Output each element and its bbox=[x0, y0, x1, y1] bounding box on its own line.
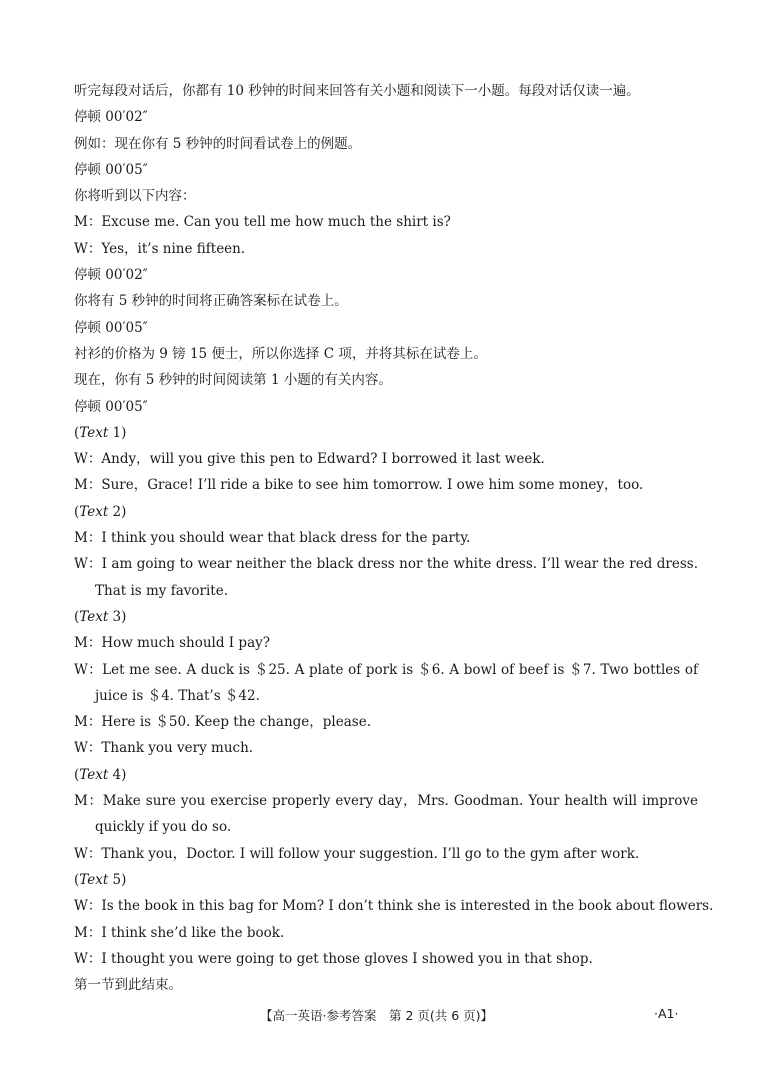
text-line: W：Is the book in this bag for Mom? I don’t think she is interested in the book about flowers. bbox=[74, 898, 714, 915]
text-line: W：I thought you were going to get those gloves I showed you in that shop. bbox=[74, 950, 593, 967]
section-label-number: 4 bbox=[108, 766, 122, 783]
text-line: 停顿 00′05″ bbox=[74, 398, 148, 415]
section-label-word: Text bbox=[79, 608, 109, 625]
text-line: 你将有 5 秒钟的时间将正确答案标在试卷上。 bbox=[74, 293, 348, 310]
paren-open: ( bbox=[74, 766, 80, 783]
text-line: M：How much should I pay? bbox=[74, 635, 270, 652]
section-label-word: Text bbox=[79, 424, 109, 441]
text-line: 停顿 00′05″ bbox=[74, 161, 148, 178]
section-label bbox=[74, 867, 698, 893]
paren-open: ( bbox=[74, 871, 80, 888]
paren-close: ) bbox=[121, 871, 127, 888]
text-line: 停顿 00′02″ bbox=[74, 109, 148, 126]
text-line: M：I think you should wear that black dress for the party. bbox=[74, 530, 471, 547]
text-line: M：Excuse me. Can you tell me how much the shirt is? bbox=[74, 214, 451, 231]
section-label-number: 1 bbox=[108, 424, 122, 441]
text-line: W：Andy，will you give this pen to Edward? I borrowed it last week. bbox=[74, 451, 545, 468]
section-label-number: 3 bbox=[108, 608, 122, 625]
section-label-word: Text bbox=[79, 871, 109, 888]
text-line: 停顿 00′05″ bbox=[74, 319, 148, 336]
text-line: M：I think she’d like the book. bbox=[74, 924, 285, 941]
text-line: 你将听到以下内容： bbox=[74, 188, 196, 205]
section-label bbox=[74, 604, 698, 630]
text-line: M：Make sure you exercise properly every day，Mrs. Goodman. Your health will improve quickly if you do so. bbox=[74, 793, 698, 836]
text-line: 第一节到此结束。 bbox=[74, 977, 182, 994]
footer-edition-code: ·A1· bbox=[654, 1006, 679, 1021]
section-label bbox=[74, 420, 698, 446]
paren-open: ( bbox=[74, 503, 80, 520]
text-line: 例如：现在你有 5 秒钟的时间看试卷上的例题。 bbox=[74, 135, 362, 152]
section-label-word: Text bbox=[79, 503, 109, 520]
paren-open: ( bbox=[74, 424, 80, 441]
text-line: W：I am going to wear neither the black dress nor the white dress. I’ll wear the red dress. That is my favorite. bbox=[74, 556, 698, 599]
text-line: 现在，你有 5 秒钟的时间阅读第 1 小题的有关内容。 bbox=[74, 372, 392, 389]
paren-close: ) bbox=[121, 608, 127, 625]
section-label-number: 5 bbox=[108, 871, 122, 888]
text-line: M：Here is ＄50. Keep the change，please. bbox=[74, 714, 371, 731]
text-line: W：Thank you，Doctor. I will follow your suggestion. I’ll go to the gym after work. bbox=[74, 845, 640, 862]
text-line: M：Sure，Grace! I’ll ride a bike to see him tomorrow. I owe him some money，too. bbox=[74, 477, 644, 494]
section-label bbox=[74, 499, 698, 525]
text-line: 听完每段对话后，你都有 10 秒钟的时间来回答有关小题和阅读下一小题。每段对话仅读一遍。 bbox=[74, 83, 640, 99]
paren-open: ( bbox=[74, 608, 80, 625]
text-line: W：Let me see. A duck is ＄25. A plate of pork is ＄6. A bowl of beef is ＄7. Two bottles of juice is ＄4. That’s ＄42. bbox=[74, 661, 698, 704]
document-body bbox=[74, 78, 714, 998]
text-line: 衬衫的价格为 9 镑 15 便士，所以你选择 C 项，并将其标在试卷上。 bbox=[74, 345, 487, 362]
text-line: 停顿 00′02″ bbox=[74, 267, 148, 284]
text-line: W：Thank you very much. bbox=[74, 740, 254, 757]
footer-page-info: 【高一英语·参考答案 第 2 页(共 6 页)】 bbox=[260, 1008, 494, 1023]
section-label-number: 2 bbox=[108, 503, 122, 520]
paren-close: ) bbox=[121, 503, 127, 520]
section-label bbox=[74, 762, 698, 788]
section-label-word: Text bbox=[79, 766, 109, 783]
paren-close: ) bbox=[121, 424, 127, 441]
paren-close: ) bbox=[121, 766, 127, 783]
text-line: W：Yes，it’s nine fifteen. bbox=[74, 240, 246, 257]
